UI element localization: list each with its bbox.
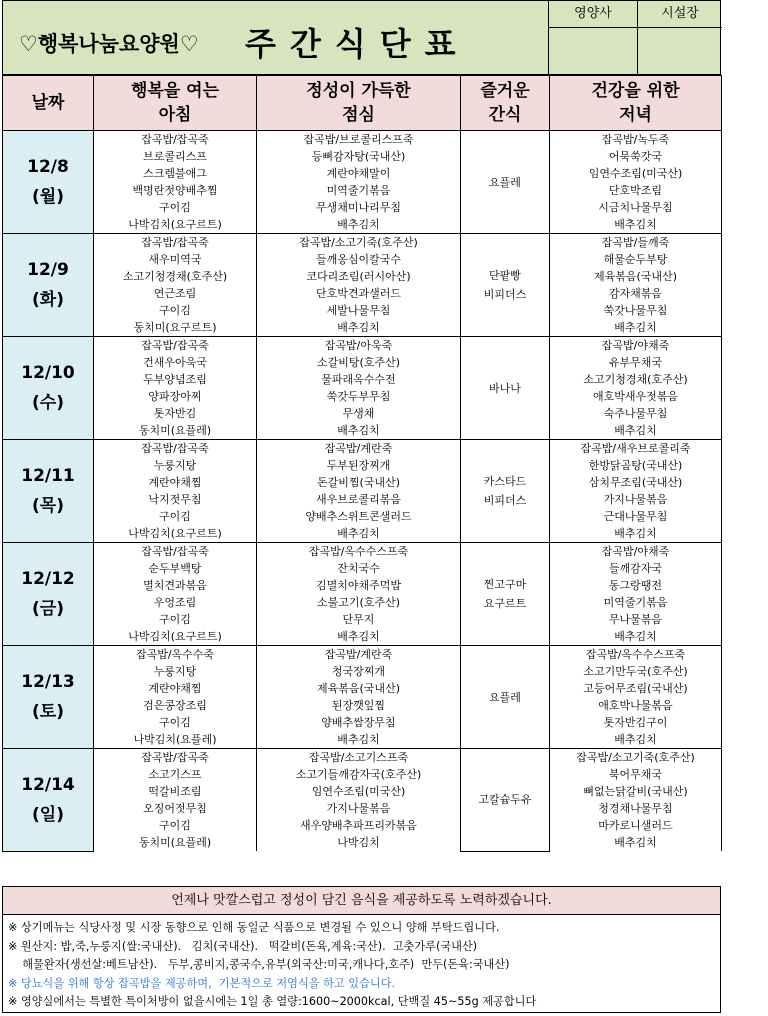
dinner-item: 어묵쑥갓국	[550, 148, 722, 165]
day-date-cell	[3, 646, 94, 749]
day-date-text: 12/14	[21, 774, 75, 795]
table-row	[3, 834, 722, 851]
table-row	[3, 354, 722, 371]
dinner-item: 단호박조림	[550, 182, 722, 199]
dinner-item: 소고기만두국(호주산)	[550, 663, 722, 680]
dinner-item: 제육볶음(국내산)	[550, 268, 722, 285]
breakfast-item: 스크렘블애그	[94, 165, 257, 182]
table-row	[3, 611, 722, 628]
breakfast-item: 구이김	[94, 508, 257, 525]
dinner-item: 임연수조림(미국산)	[550, 165, 722, 182]
lunch-item: 단무지	[257, 611, 461, 628]
snack-text: 고칼슘두유	[478, 793, 532, 807]
col-header-line: 저녁	[619, 105, 652, 125]
snack-text: 요구르트	[483, 597, 527, 610]
lunch-item: 잡곡밥/소고기죽(호주산)	[257, 234, 461, 252]
snack-cell	[461, 543, 550, 646]
lunch-item: 된장깻잎찜	[257, 697, 461, 714]
dinner-item: 소고기청경채(호주산)	[550, 371, 722, 388]
col-header-date	[3, 76, 94, 131]
lunch-item: 김멸치야채주먹밥	[257, 577, 461, 594]
dinner-item: 잡곡밥/옥수수스프죽	[550, 646, 722, 664]
dinner-item: 잡곡밥/야채죽	[550, 337, 722, 355]
table-row	[3, 216, 722, 234]
dinner-item: 삼치무조림(국내산)	[550, 474, 722, 491]
dinner-item: 배추김치	[550, 834, 722, 851]
table-row	[3, 577, 722, 594]
day-date-cell	[3, 234, 94, 337]
dinner-item: 배추김치	[550, 731, 722, 749]
day-date-text: (목)	[32, 496, 64, 516]
lunch-item: 잡곡밥/옥수수스프죽	[257, 543, 461, 561]
lunch-item: 임연수조림(미국산)	[257, 783, 461, 800]
dinner-item: 배추김치	[550, 319, 722, 337]
day-date-text: 12/9	[27, 260, 69, 280]
lunch-item: 들깨옹심이칼국수	[257, 251, 461, 268]
day-date-text: 12/13	[21, 672, 75, 692]
breakfast-item: 동치미(요플레)	[94, 834, 257, 851]
dinner-item: 들깨감자국	[550, 560, 722, 577]
col-header-line: 행복을 여는	[130, 81, 220, 101]
snack-text: 비피더스	[483, 494, 527, 507]
table-row	[3, 714, 722, 731]
breakfast-item: 검은콩장조림	[94, 697, 257, 714]
lunch-item: 세발나물무침	[257, 302, 461, 319]
dinner-item: 북어무채국	[550, 766, 722, 783]
notes-box	[2, 915, 721, 1013]
lunch-item: 잡곡밥/브로콜리스프죽	[257, 131, 461, 149]
sign-label-dietitian: 영양사	[549, 1, 637, 28]
dinner-item: 톳자반김구이	[550, 714, 722, 731]
lunch-item: 잡곡밥/소고기스프죽	[257, 749, 461, 767]
day-date-text: (일)	[32, 804, 64, 825]
table-row	[3, 594, 722, 611]
lunch-item: 잔치국수	[257, 560, 461, 577]
breakfast-item: 누룽지탕	[94, 457, 257, 474]
menu-body	[3, 131, 722, 852]
table-row	[3, 646, 722, 664]
weekly-menu-table	[2, 75, 722, 852]
breakfast-item: 떡갈비조림	[94, 783, 257, 800]
dinner-item: 청경채나물무침	[550, 800, 722, 817]
day-date-cell	[3, 440, 94, 543]
snack-cell	[461, 234, 550, 337]
day-date-text: (화)	[32, 290, 64, 310]
table-row	[3, 388, 722, 405]
col-header-line: 아침	[158, 105, 192, 125]
note-line: ※ 상기메뉴는 식당사정 및 시장 동향으로 인해 동일군 식품으로 변경될 수 있으니 양해 부탁드립니다.	[8, 921, 500, 934]
table-row	[3, 457, 722, 474]
day-date-text: 12/11	[21, 466, 75, 486]
breakfast-item: 잡곡밥/잡곡죽	[94, 234, 257, 252]
col-header-dinner	[550, 76, 722, 131]
table-row	[3, 491, 722, 508]
breakfast-item: 브로콜리스프	[94, 148, 257, 165]
table-row	[3, 697, 722, 714]
breakfast-item: 오징어젓무침	[94, 800, 257, 817]
snack-text: 카스타드	[483, 475, 527, 488]
col-header-line: 즐거운	[480, 81, 530, 101]
table-row	[3, 817, 722, 834]
breakfast-item: 잡곡밥/옥수수죽	[94, 646, 257, 664]
col-header-line: 정성이 가득한	[306, 81, 411, 101]
snack-cell	[461, 440, 550, 543]
dinner-item: 쑥갓나물무침	[550, 302, 722, 319]
breakfast-item: 잡곡밥/잡곡죽	[94, 440, 257, 458]
dinner-item: 근대나물무침	[550, 508, 722, 525]
lunch-item: 계란야채말이	[257, 165, 461, 182]
lunch-item: 잡곡밥/아욱죽	[257, 337, 461, 355]
dinner-item: 숙주나물무침	[550, 405, 722, 422]
table-row	[3, 680, 722, 697]
lunch-item: 배추김치	[257, 525, 461, 543]
breakfast-item: 구이김	[94, 611, 257, 628]
breakfast-item: 순두부백탕	[94, 560, 257, 577]
day-date-cell	[3, 337, 94, 440]
breakfast-item: 톳자반김	[94, 405, 257, 422]
col-header-snack	[461, 76, 550, 131]
lunch-item: 쑥갓두부무침	[257, 388, 461, 405]
dinner-item: 배추김치	[550, 216, 722, 234]
breakfast-item: 잡곡밥/잡곡죽	[94, 131, 257, 149]
breakfast-item: 구이김	[94, 199, 257, 216]
table-row	[3, 268, 722, 285]
note-line: ※ 원산지: 밥,죽,누룽지(쌀:국내산). 김치(국내산). 떡갈비(돈육,계육:국산). 고춧가루(국내산)	[8, 939, 478, 953]
breakfast-item: 낙지젓무침	[94, 491, 257, 508]
header-row	[3, 76, 722, 131]
table-row	[3, 474, 722, 491]
breakfast-item: 두부양념조림	[94, 371, 257, 388]
table-row	[3, 440, 722, 458]
snack-cell	[461, 337, 550, 440]
breakfast-item: 나박김치(요구르트)	[94, 525, 257, 543]
page-title: 주간식단표	[245, 25, 470, 63]
lunch-item: 나박김치	[257, 834, 461, 851]
day-date-text: (수)	[32, 393, 64, 413]
breakfast-item: 잡곡밥/잡곡죽	[94, 337, 257, 355]
lunch-item: 잡곡밥/계란죽	[257, 440, 461, 458]
table-row	[3, 302, 722, 319]
dinner-item: 애호박새우젓볶음	[550, 388, 722, 405]
table-row	[3, 319, 722, 337]
table-row	[3, 663, 722, 680]
dinner-item: 배추김치	[550, 422, 722, 440]
snack-text: 비피더스	[483, 288, 527, 301]
breakfast-item: 구이김	[94, 714, 257, 731]
breakfast-item: 잡곡밥/잡곡죽	[94, 749, 257, 767]
lunch-item: 코다리조림(러시아산)	[257, 268, 461, 285]
breakfast-item: 계란야채찜	[94, 474, 257, 491]
breakfast-item: 구이김	[94, 302, 257, 319]
dinner-item: 미역줄기볶음	[550, 594, 722, 611]
breakfast-item: 계란야채찜	[94, 680, 257, 697]
table-row	[3, 199, 722, 216]
table-row	[3, 525, 722, 543]
lunch-item: 돈갈비찜(국내산)	[257, 474, 461, 491]
day-date-cell	[3, 131, 94, 234]
breakfast-item: 누룽지탕	[94, 663, 257, 680]
dinner-item: 마카로니샐러드	[550, 817, 722, 834]
dinner-item: 애호박나물볶음	[550, 697, 722, 714]
lunch-item: 청국장찌개	[257, 663, 461, 680]
lunch-item: 두부된장찌개	[257, 457, 461, 474]
dinner-item: 뼈없는닭갈비(국내산)	[550, 783, 722, 800]
lunch-item: 배추김치	[257, 628, 461, 646]
snack-text: 요플레	[489, 175, 521, 189]
day-date-text: (토)	[32, 702, 64, 722]
table-row	[3, 783, 722, 800]
table-row	[3, 182, 722, 199]
table-row	[3, 251, 722, 268]
dinner-item: 잡곡밥/새우브로콜리죽	[550, 440, 722, 458]
lunch-item: 미역줄기볶음	[257, 182, 461, 199]
col-header-line: 날짜	[31, 93, 65, 113]
lunch-item: 배추김치	[257, 422, 461, 440]
lunch-item: 가지나물볶음	[257, 800, 461, 817]
table-row	[3, 165, 722, 182]
table-row	[3, 371, 722, 388]
breakfast-item: 양파장아찌	[94, 388, 257, 405]
table-row	[3, 628, 722, 646]
lunch-item: 새우양배추파프리카볶음	[257, 817, 461, 834]
lunch-item: 배추김치	[257, 319, 461, 337]
snack-text: 단팥빵	[489, 269, 521, 282]
dinner-item: 잡곡밥/야채죽	[550, 543, 722, 561]
table-row	[3, 560, 722, 577]
lunch-item: 배추김치	[257, 731, 461, 749]
lunch-item: 물파래옥수수전	[257, 371, 461, 388]
sign-label-director: 시설장	[638, 1, 722, 28]
lunch-item: 잡곡밥/계란죽	[257, 646, 461, 664]
breakfast-item: 멸치견과볶음	[94, 577, 257, 594]
table-row	[3, 766, 722, 783]
table-row	[3, 543, 722, 561]
snack-cell	[461, 646, 550, 749]
breakfast-item: 나박김치(요플레)	[94, 731, 257, 749]
col-header-line: 간식	[488, 105, 522, 125]
day-date-text: 12/12	[21, 569, 75, 589]
dinner-item: 가지나물볶음	[550, 491, 722, 508]
dinner-item: 배추김치	[550, 525, 722, 543]
lunch-item: 양배추스위트콘샐러드	[257, 508, 461, 525]
dinner-item: 해물순두부탕	[550, 251, 722, 268]
dinner-item: 잡곡밥/녹두죽	[550, 131, 722, 149]
slogan: 언제나 맛깔스럽고 정성이 담긴 음식을 제공하도록 노력하겠습니다.	[2, 886, 721, 915]
lunch-item: 무생채미나리무침	[257, 199, 461, 216]
note-line: 해물완자(생선살:베트남산). 두부,콩비지,콩국수,유부(외국산:미국,캐나다,호주) 만두(돈육:국내산)	[8, 958, 510, 972]
dinner-item: 무나물볶음	[550, 611, 722, 628]
sign-box-dietitian	[548, 1, 637, 76]
col-header-line: 건강을 위한	[591, 81, 680, 101]
lunch-item: 등뼈감자탕(국내산)	[257, 148, 461, 165]
lunch-item: 양배추쌈장무침	[257, 714, 461, 731]
table-row	[3, 422, 722, 440]
breakfast-item: 잡곡밥/잡곡죽	[94, 543, 257, 561]
day-date-text: (금)	[32, 599, 64, 619]
dinner-item: 유부무채국	[550, 354, 722, 371]
dinner-item: 시금치나물무침	[550, 199, 722, 216]
col-header-line: 점심	[342, 105, 375, 125]
breakfast-item: 백명란젓양배추찜	[94, 182, 257, 199]
breakfast-item: 나박김치(요구르트)	[94, 216, 257, 234]
lunch-item: 제육볶음(국내산)	[257, 680, 461, 697]
breakfast-item: 동치미(요플레)	[94, 422, 257, 440]
breakfast-item: 소고기스프	[94, 766, 257, 783]
col-header-lunch	[257, 76, 461, 131]
table-row	[3, 800, 722, 817]
snack-cell	[461, 749, 550, 852]
dinner-item: 잡곡밥/소고기죽(호주산)	[550, 749, 722, 767]
table-row	[3, 731, 722, 749]
lunch-item: 배추김치	[257, 216, 461, 234]
breakfast-item: 소고기청경채(호주산)	[94, 268, 257, 285]
facility-name: ♡행복나눔요양원♡	[19, 32, 199, 56]
lunch-item: 무생채	[257, 405, 461, 422]
breakfast-item: 동치미(요구르트)	[94, 319, 257, 337]
dinner-item: 감자채볶음	[550, 285, 722, 302]
snack-text: 요플레	[489, 690, 521, 704]
header	[2, 0, 721, 75]
sign-box-director	[637, 1, 722, 76]
note-line: ※ 당뇨식을 위해 항상 잡곡밥을 제공하며, 기본적으로 저염식을 하고 있습니다.	[8, 976, 396, 990]
day-date-text: 12/8	[27, 157, 69, 177]
dinner-item: 한방닭곰탕(국내산)	[550, 457, 722, 474]
lunch-item: 단호박견과샐러드	[257, 285, 461, 302]
dinner-item: 고등어무조림(국내산)	[550, 680, 722, 697]
table-row	[3, 508, 722, 525]
breakfast-item: 구이김	[94, 817, 257, 834]
lunch-item: 소불고기(호주산)	[257, 594, 461, 611]
day-date-cell	[3, 543, 94, 646]
table-row	[3, 148, 722, 165]
table-row	[3, 405, 722, 422]
table-row	[3, 131, 722, 149]
snack-text: 찐고구마	[483, 578, 527, 591]
snack-text: 바나나	[489, 381, 521, 395]
table-row	[3, 337, 722, 355]
breakfast-item: 건새우아욱국	[94, 354, 257, 371]
dinner-item: 동그랑땡전	[550, 577, 722, 594]
dinner-item: 배추김치	[550, 628, 722, 646]
breakfast-item: 연근조림	[94, 285, 257, 302]
table-row	[3, 285, 722, 302]
day-date-text: 12/10	[21, 363, 75, 383]
breakfast-item: 새우미역국	[94, 251, 257, 268]
snack-cell	[461, 131, 550, 234]
breakfast-item: 우엉조림	[94, 594, 257, 611]
col-header-breakfast	[94, 76, 257, 131]
lunch-item: 소고기들깨감자국(호주산)	[257, 766, 461, 783]
table-row	[3, 749, 722, 767]
lunch-item: 새우브로콜리볶음	[257, 491, 461, 508]
day-date-cell	[3, 749, 94, 852]
note-line: ※ 영양실에서는 특별한 특이처방이 없을시에는 1일 총 열량:1600~2000kcal, 단백질 45~55g 제공합니다	[8, 995, 537, 1009]
day-date-text: (월)	[32, 187, 64, 207]
lunch-item: 소갈비탕(호주산)	[257, 354, 461, 371]
table-row	[3, 234, 722, 252]
dinner-item: 잡곡밥/들깨죽	[550, 234, 722, 252]
breakfast-item: 나박김치(요구르트)	[94, 628, 257, 646]
